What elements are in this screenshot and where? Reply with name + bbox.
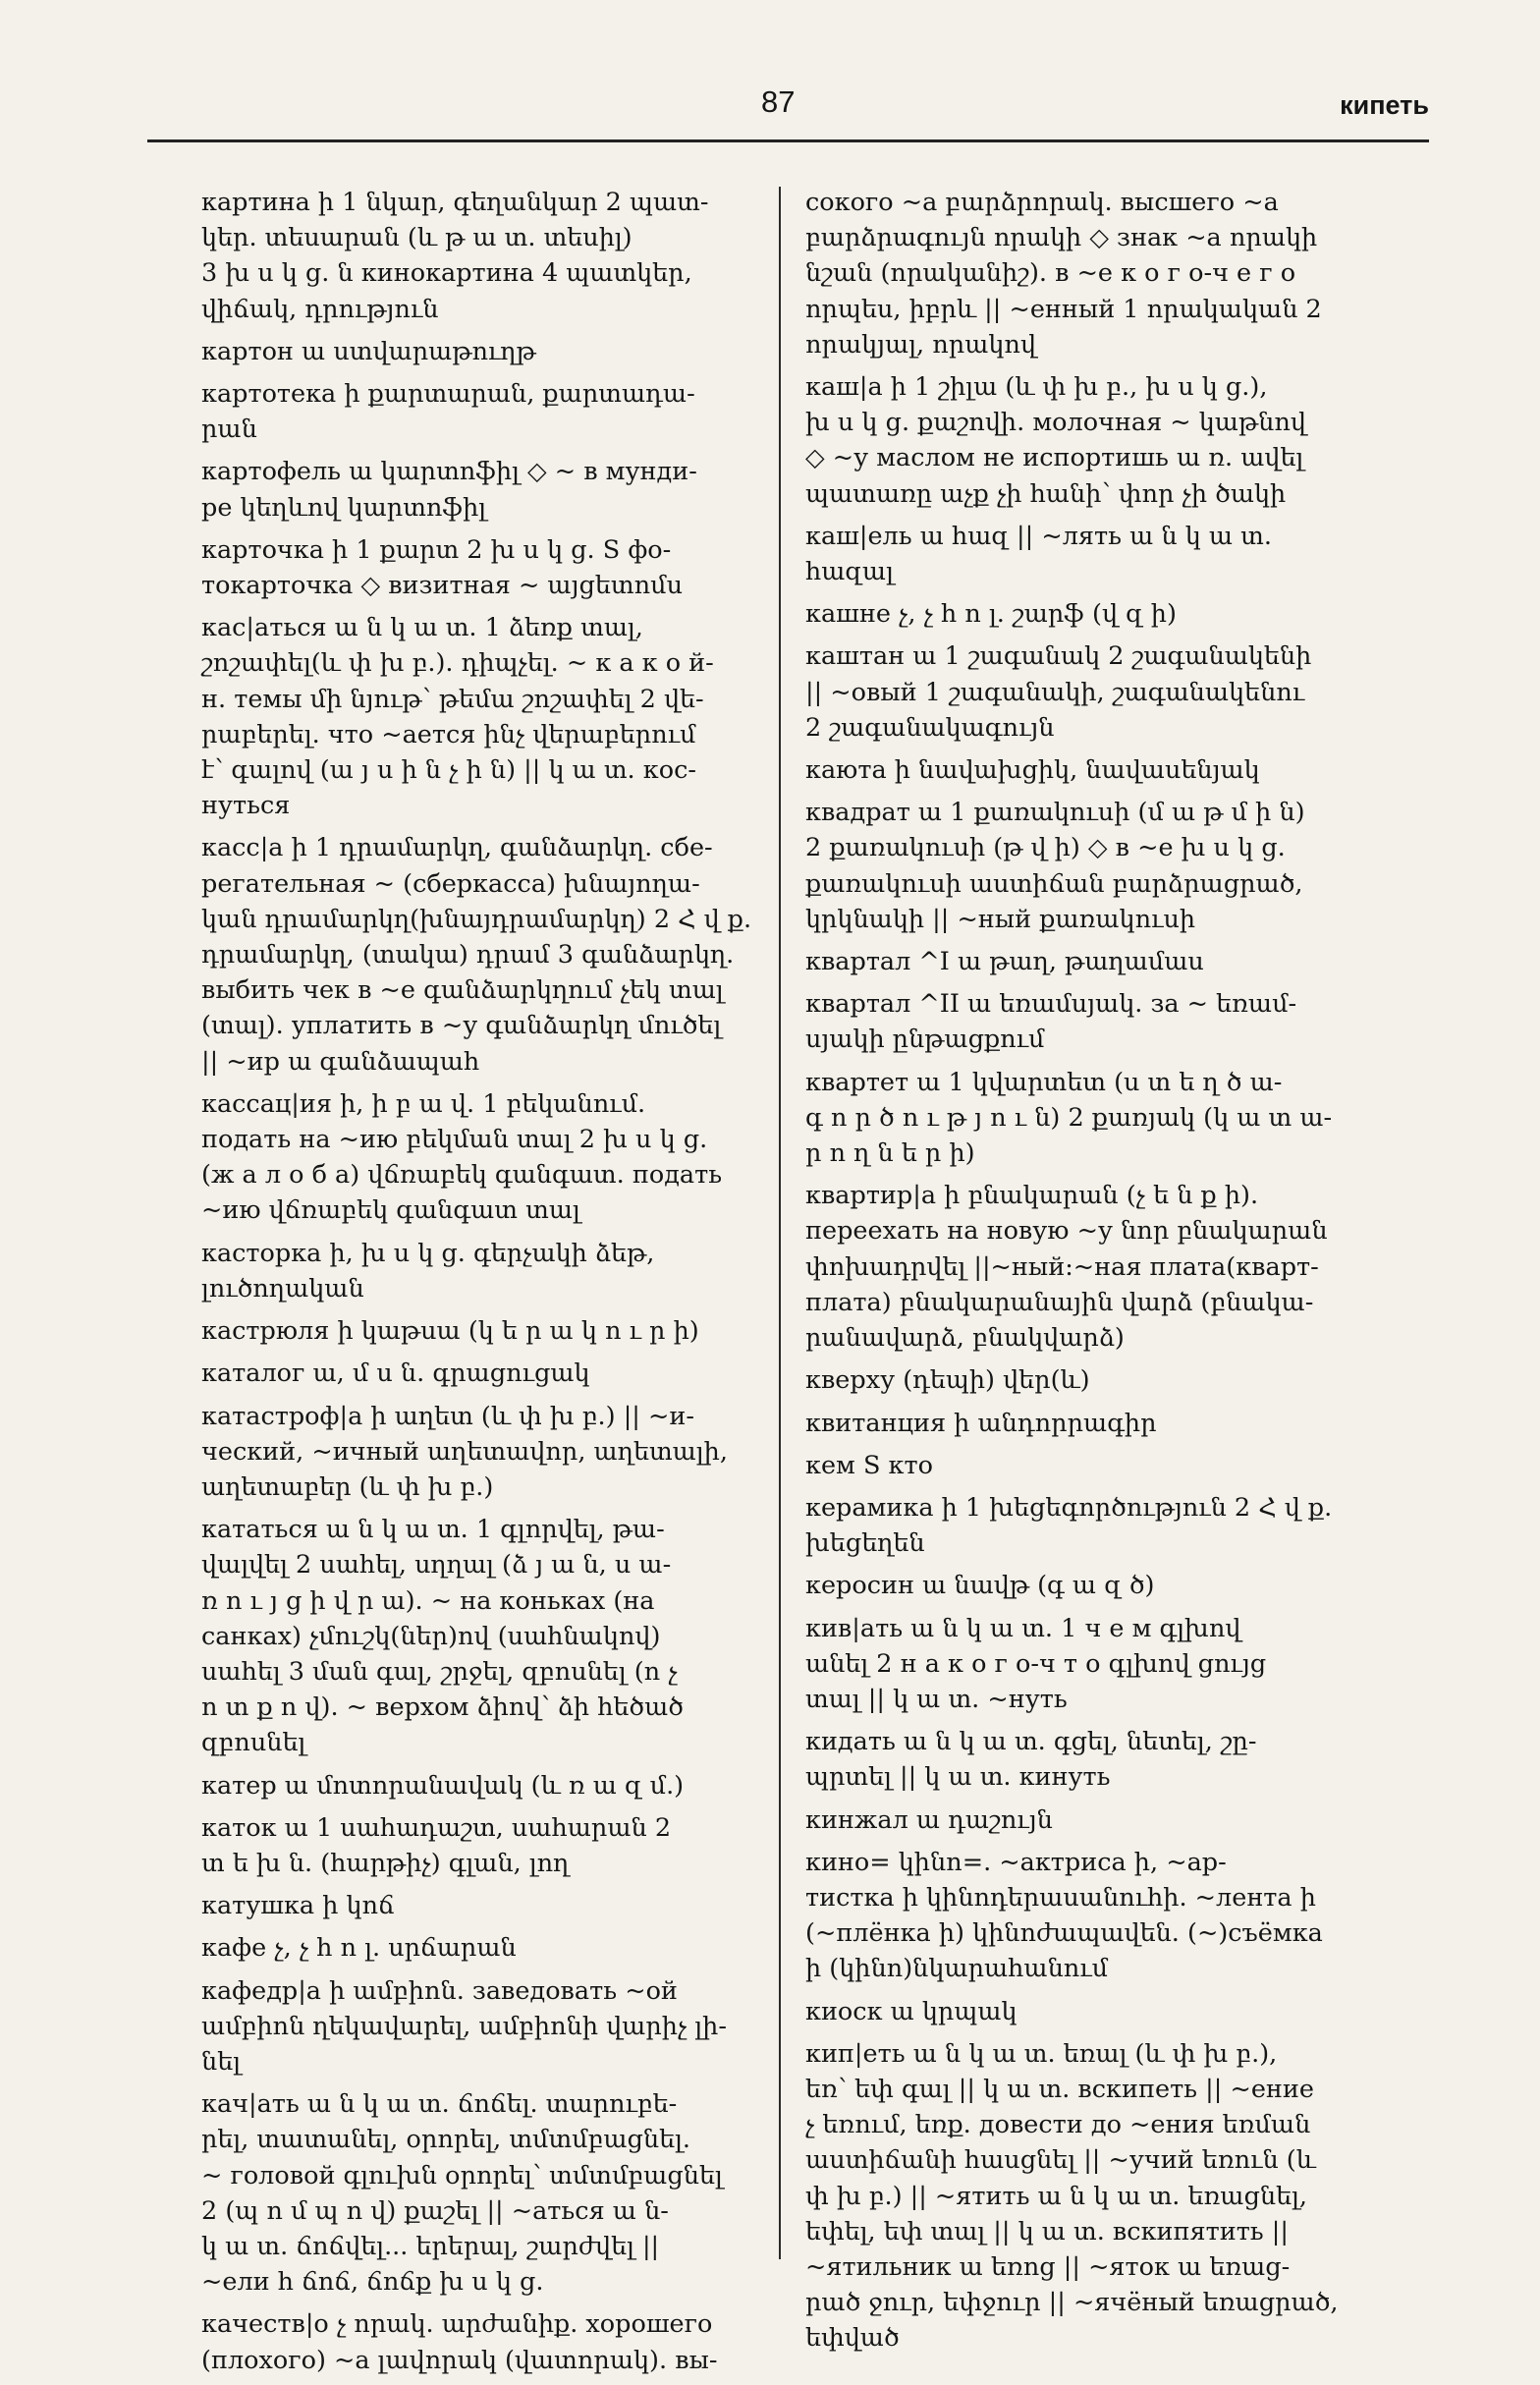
entry-line: կան դրամարկղ(խնայդրամարկղ) 2 Հ վ ք. [201, 904, 752, 934]
entry-line: եռ՝ եփ գալ || կ ա տ. вскипеть || ~ение [805, 2074, 1314, 2104]
entry-line: ~ятильник ա եռոց || ~яток ա եռաց- [805, 2251, 1291, 2282]
entry-line: керамика ի 1 խեցեգործություն 2 Հ վ ք. [805, 1492, 1333, 1523]
dictionary-entry [201, 1973, 766, 2080]
entry-line: каталог ա, մ ս ն. գրացուցակ [201, 1359, 590, 1389]
entry-line: րած ջուր, եփջուր || ~ячёный եռացրած, [805, 2288, 1339, 2318]
dictionary-entry [805, 1994, 1429, 2029]
dictionary-entry [201, 1313, 766, 1349]
entry-line: ~ головой գլուխն օրորել՝ տմտմբացնել [201, 2160, 723, 2191]
dictionary-entry [805, 1845, 1429, 1987]
entry-line: катушка ի կոճ [201, 1891, 395, 1921]
dictionary-entry [201, 376, 766, 447]
entry-line: դրամարկղ, (տակա) դրամ 3 գանձարկղ. [201, 940, 735, 971]
entry-line: աղետաբեր (և փ խ բ.) [201, 1471, 494, 1502]
entry-line: սահել 3 ման գալ, շրջել, զբոսնել (ո չ [201, 1656, 678, 1687]
entry-line: кастрюля ի կաթսա (կ ե ր ա կ ո ւ ր ի) [201, 1316, 699, 1347]
entry-line: кем S кто [805, 1450, 933, 1480]
entry-line: 3 խ ս կ ց. ն кинокартина 4 պատկեր, [201, 258, 692, 289]
dictionary-entry [201, 1236, 766, 1306]
dictionary-entry [805, 1568, 1429, 1603]
entry-line: картон ա ստվարաթուղթ [201, 336, 536, 366]
dictionary-entry [805, 638, 1429, 746]
dictionary-entry [201, 610, 766, 823]
entry-line: սյակի ընթացքում [805, 1025, 1045, 1055]
entry-line: նշան (որականիշ). в ~е к о г о-ч е г о [805, 258, 1296, 289]
entry-line: квартет ա 1 կվարտետ (ս տ ե ղ ծ ա- [805, 1067, 1283, 1097]
entry-line: ամբիոն ղեկավարել, ամբիոնի վարիչ լի- [201, 2011, 727, 2041]
dictionary-entry [201, 1086, 766, 1229]
entry-line: кидать ա ն կ ա տ. գցել, նետել, շը- [805, 1727, 1257, 1757]
entry-line: (ж а л о б а) վճռաբեկ գանգատ. подать [201, 1160, 723, 1191]
entry-line: квартал ^II ա եռամսյակ. за ~ եռամ- [805, 989, 1297, 1020]
entry-line: каток ա 1 սահադաշտ, սահարան 2 [201, 1812, 672, 1843]
entry-line: բարձրագույն որակի ◇ знак ~а որակի [805, 223, 1318, 253]
entry-line: кино= կինո=. ~актриса ի, ~ар- [805, 1847, 1227, 1877]
entry-line: վալվել 2 սահել, սղղալ (ձ յ ա ն, ս ա- [201, 1550, 672, 1581]
entry-line: ի (կինո)նկարահանում [805, 1954, 1109, 1984]
entry-line: քառակուսի աստիճան բարձրացրած, [805, 868, 1303, 899]
entry-line: խ ս կ ց. քաշովի. молочная ~ կաթնով [805, 408, 1306, 438]
entry-line: տալ || կ ա տ. ~нуть [805, 1684, 1068, 1714]
entry-line: ո տ ք ո վ). ~ верхом ձիով՝ ձի հեծած [201, 1692, 684, 1723]
entry-line: րել, տատանել, օրորել, տմտմբացնել. [201, 2125, 691, 2155]
entry-line: խեցեղեն [805, 1528, 925, 1559]
dictionary-entry [201, 2306, 766, 2377]
dictionary-entry [805, 596, 1429, 632]
entry-line: պատառը աչք չի հանի՝ փոր չի ծակի [805, 478, 1287, 509]
dictionary-entry [805, 369, 1429, 512]
dictionary-entry [805, 986, 1429, 1057]
entry-line: 2 (պ ո մ պ ո վ) քաշել || ~аться ա ն- [201, 2195, 669, 2226]
entry-line: (տալ). уплатить в ~у գանձարկղ մուծել [201, 1011, 722, 1041]
entry-line: касторка ի, խ ս կ ց. գերչակի ձեթ, [201, 1238, 655, 1268]
entry-line: киоск ա կրպակ [805, 1996, 1018, 2026]
entry-line: շոշափել(և փ խ բ.). դիպչել. ~ к а к о й- [201, 648, 714, 679]
dictionary-entry [805, 1724, 1429, 1795]
entry-line: որպես, իբրև || ~енный 1 որակական 2 [805, 294, 1322, 324]
entry-line: է՝ գալով (ա յ ս ի ն չ ի ն) || կ ա տ. кос- [201, 755, 696, 786]
entry-line: катастроф|а ի աղետ (և փ խ բ.) || ~и- [201, 1401, 694, 1431]
dictionary-entry [201, 1930, 766, 1966]
entry-line: նել [201, 2046, 241, 2077]
entry-line: кассац|ия ի, ի բ ա վ. 1 բեկանում. [201, 1088, 646, 1119]
entry-line: картина ի 1 նկար, գեղանկար 2 պատ- [201, 188, 709, 217]
entry-line: տ ե խ ն. (հարթիչ) գլան, լող [201, 1848, 570, 1878]
entry-line: (плохого) ~а լավորակ (վատորակ). вы- [201, 2345, 718, 2375]
entry-line: квадрат ա 1 քառակուսի (մ ա թ մ ի ն) [805, 798, 1305, 828]
right-column [805, 185, 1429, 2363]
entry-line: (~плёнка ի) կինոժապավեն. (~)съёмка [805, 1918, 1323, 1949]
entry-line: плата) բնակարանային վարձ (բնակա- [805, 1287, 1314, 1317]
entry-line: подать на ~ию բեկման տալ 2 խ ս կ ց. [201, 1125, 708, 1155]
entry-line: || ~ир ա գանձապահ [201, 1046, 480, 1077]
dictionary-entry [201, 454, 766, 525]
entry-line: չ եռում, եռք. довести до ~ения եռման [805, 2110, 1311, 2140]
entry-line: րանավարձ, բնակվարձ) [805, 1323, 1125, 1354]
entry-line: ре կեղևով կարտոֆիլ [201, 492, 487, 523]
entry-line: լուծողական [201, 1273, 364, 1303]
page-number: 87 [761, 84, 796, 119]
entry-line: գ ո ր ծ ո ւ թ յ ո ւ ն) 2 քառյակ (կ ա տ ա- [805, 1102, 1333, 1133]
entry-line: нуться [201, 791, 291, 821]
entry-line: кафедр|а ի ամբիոն. заведовать ~ой [201, 1975, 678, 2006]
dictionary-entry [805, 752, 1429, 788]
entry-line: кашне չ, չ հ ո լ. շարֆ (վ զ ի) [805, 599, 1177, 630]
dictionary-entry [805, 1490, 1429, 1561]
entry-line: касс|а ի 1 դրամարկղ, գանձարկղ. сбе- [201, 833, 713, 863]
entry-line: кверху (դեպի) վեր(և) [805, 1365, 1090, 1396]
entry-line: || ~овый 1 շագանակի, շագանակենու [805, 677, 1305, 707]
entry-line: квартир|а ի բնակարան (չ ե ն ք ի). [805, 1181, 1259, 1211]
entry-line: картотека ի քարտարան, քարտադա- [201, 379, 695, 410]
dictionary-entry [201, 830, 766, 1079]
entry-line: сокого ~а բարձրորակ. высшего ~а [805, 188, 1279, 217]
entry-line: кив|ать ա ն կ ա տ. 1 ч е м գլխով [805, 1613, 1241, 1643]
dictionary-entry [805, 185, 1429, 362]
entry-line: ~ию վճռաբեկ գանգատ տալ [201, 1195, 580, 1226]
entry-line: каш|ель ա հազ || ~лять ա ն կ ա տ. [805, 521, 1272, 551]
dictionary-entry [201, 1399, 766, 1506]
dictionary-entry [201, 1888, 766, 1923]
entry-line: каш|а ի 1 շիլա (և փ խ բ., խ ս կ ց.), [805, 372, 1268, 403]
entry-line: квартал ^I ա թաղ, թաղամաս [805, 947, 1204, 977]
entry-line: կրկնակի || ~ный քառակուսի [805, 904, 1196, 934]
dictionary-entry [805, 1448, 1429, 1483]
entry-line: кинжал ա դաշույն [805, 1804, 1053, 1835]
entry-line: փ խ բ.) || ~ятить ա ն կ ա տ. եռացնել, [805, 2181, 1307, 2211]
entry-line: кач|ать ա ն կ ա տ. ճոճել. տարուբե- [201, 2089, 678, 2120]
entry-line: кататься ա ն կ ա տ. 1 գլորվել, թա- [201, 1515, 665, 1545]
entry-line: վիճակ, դրություն [201, 294, 439, 324]
entry-line: րան [201, 415, 257, 445]
left-column [201, 185, 766, 2385]
entry-line: кип|еть ա ն կ ա տ. եռալ (և փ խ բ.), [805, 2038, 1278, 2069]
dictionary-entry [805, 1178, 1429, 1356]
dictionary-entry [201, 1768, 766, 1803]
entry-line: րաբերել. что ~ается ինչ վերաբերում [201, 719, 696, 749]
column-divider [779, 187, 781, 2259]
entry-line: каюта ի նավախցիկ, նավասենյակ [805, 755, 1260, 786]
entry-line: переехать на новую ~у նոր բնակարան [805, 1216, 1328, 1247]
dictionary-entry [805, 944, 1429, 979]
entry-line: катер ա մոտորանավակ (և ռ ա զ մ.) [201, 1770, 685, 1801]
entry-line: токарточка ◇ визитная ~ այցետոմս [201, 571, 684, 601]
entry-line: карточка ի 1 քարտ 2 խ ս կ ց. S фо- [201, 534, 672, 565]
page-header [147, 84, 1429, 136]
dictionary-entry [805, 1803, 1429, 1838]
dictionary-entry [201, 532, 766, 603]
entry-line: եփված [805, 2323, 900, 2354]
entry-line: ~ели հ ճոճ, ճոճք խ ս կ ց. [201, 2267, 544, 2298]
entry-line: հազալ [805, 557, 894, 587]
dictionary-entry [805, 1406, 1429, 1441]
dictionary-entry [805, 795, 1429, 937]
entry-line: регательная ~ (сберкасса) խնայողա- [201, 868, 700, 899]
entry-line: керосин ա նավթ (գ ա զ ծ) [805, 1571, 1155, 1601]
entry-line: աստիճանի հասցնել || ~учий եռուն (և [805, 2145, 1316, 2176]
dictionary-entry [805, 2036, 1429, 2357]
dictionary-entry [201, 1356, 766, 1391]
entry-line: н. темы մի նյութ՝ թեմա շոշափել 2 վե- [201, 684, 704, 714]
entry-line: 2 շագանակագույն [805, 712, 1055, 743]
entry-line: փոխադրվել ||~ный:~ная плата(кварт- [805, 1251, 1319, 1282]
header-rule [147, 139, 1429, 142]
entry-line: картофель ա կարտոֆիլ ◇ ~ в мунди- [201, 457, 697, 487]
entry-line: качеств|о չ որակ. արժանիք. хорошего [201, 2309, 713, 2340]
entry-line: եփել, եփ տալ || կ ա տ. вскипятить || [805, 2216, 1289, 2246]
dictionary-entry [201, 334, 766, 369]
dictionary-entry [805, 519, 1429, 589]
entry-line: квитанция ի անդորրագիր [805, 1408, 1157, 1438]
entry-line: ռ ո ւ յ ց ի վ ր ա). ~ на коньках (на [201, 1585, 655, 1616]
entry-line: кас|аться ա ն կ ա տ. 1 ձեռք տալ, [201, 613, 643, 643]
entry-line: կեր. տեսարան (և թ ա տ. տեսիլ) [201, 223, 632, 253]
dictionary-entry [805, 1065, 1429, 1172]
entry-line: санках) չմուշկ(ներ)ով (սահնակով) [201, 1621, 661, 1651]
running-head: кипеть [1340, 90, 1429, 120]
dictionary-entry [201, 1810, 766, 1881]
entry-line: тистка ի կինոդերասանուհի. ~лента ի [805, 1882, 1316, 1913]
entry-line: каштан ա 1 շագանակ 2 շագանակենի [805, 641, 1312, 672]
dictionary-entry [201, 185, 766, 327]
entry-line: որակյալ, որակով [805, 329, 1037, 360]
dictionary-entry [201, 1512, 766, 1760]
entry-line: 2 քառակուսի (թ վ ի) ◇ в ~е խ ս կ ց. [805, 833, 1286, 863]
entry-line: ческий, ~ичный աղետավոր, աղետալի, [201, 1436, 728, 1467]
entry-line: կ ա տ. ճոճվել... երերալ, շարժվել || [201, 2231, 660, 2261]
entry-line: ր ո ղ ն ե ր ի) [805, 1138, 975, 1169]
entry-line: ◇ ~у маслом не испортишь ա ռ. ավել [805, 443, 1304, 473]
entry-line: кафе չ, չ հ ո լ. սրճարան [201, 1933, 517, 1964]
dictionary-entry [805, 1362, 1429, 1398]
entry-line: պրտել || կ ա տ. кинуть [805, 1762, 1111, 1793]
entry-line: զբոսնել [201, 1728, 306, 1758]
dictionary-entry [805, 1611, 1429, 1718]
entry-line: выбить чек в ~е գանձարկղում չեկ տալ [201, 975, 724, 1006]
entry-line: անել 2 н а к о г о-ч т о գլխով ցույց [805, 1648, 1267, 1679]
dictionary-entry [201, 2086, 766, 2300]
